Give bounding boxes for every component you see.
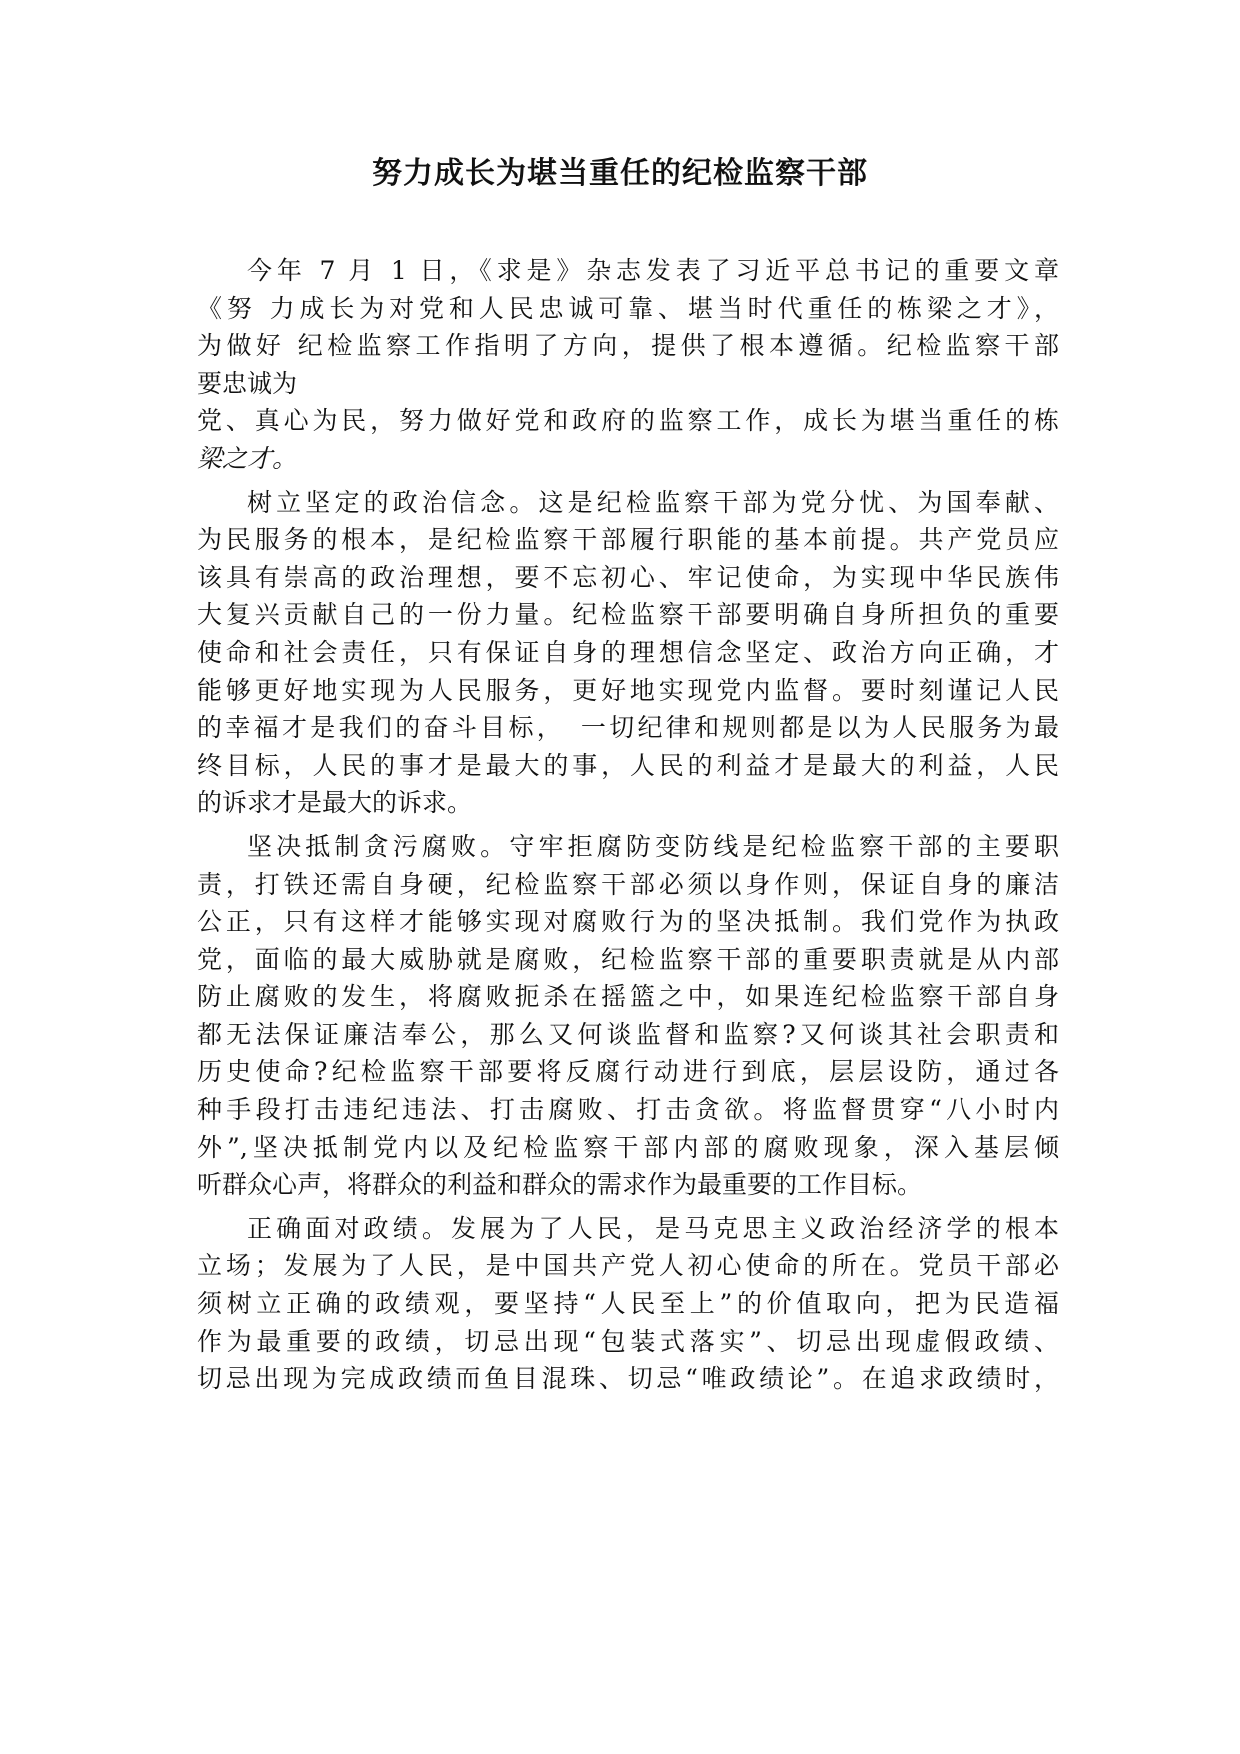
text-line: 切忌出现为完成政绩而鱼目混珠、切忌“唯政绩论”。在追求政绩时， <box>197 1364 1059 1394</box>
text-line: 今年 7 月 1 日，《求是》杂志发表了习近平总书记的重要文章 <box>247 256 1059 285</box>
text-line: 能够更好地实现为人民服务，更好地实现党内监督。要时刻谨记人民 <box>197 675 1059 705</box>
text-line: 《努 力成长为对党和人民忠诚可靠、堪当时代重任的栋梁之才》， <box>197 293 1059 323</box>
text-line: 都无法保证廉洁奉公，那么又何谈监督和监察?又何谈其社会职责和 <box>197 1019 1059 1049</box>
paragraph-anti-corruption <box>197 828 1059 1204</box>
text-line: 为民服务的根本，是纪检监察干部履行职能的基本前提。共产党员应 <box>197 525 1059 555</box>
text-line: 的诉求才是最大的诉求。 <box>197 788 473 818</box>
text-line: 立场；发展为了人民，是中国共产党人初心使命的所在。党员干部必 <box>197 1251 1059 1281</box>
text-line: 外”,坚决抵制党内以及纪检监察干部内部的腐败现象，深入基层倾 <box>197 1132 1059 1162</box>
text-line: 终目标，人民的事才是最大的事，人民的利益才是最大的利益，人民 <box>197 750 1059 780</box>
paragraph-political-belief <box>197 484 1059 822</box>
text-line: 防止腐败的发生，将腐败扼杀在摇篮之中，如果连纪检监察干部自身 <box>197 982 1059 1012</box>
document-title: 努力成长为堪当重任的纪检监察干部 <box>372 156 868 191</box>
text-line: 坚决抵制贪污腐败。守牢拒腐防变防线是纪检监察干部的主要职 <box>247 831 1059 861</box>
text-line: 责，打铁还需自身硬，纪检监察干部必须以身作则，保证自身的廉洁 <box>197 869 1059 899</box>
text-line: 正确面对政绩。发展为了人民，是马克思主义政治经济学的根本 <box>247 1213 1059 1243</box>
document-body <box>197 252 1059 1404</box>
text-line: 梁之才。 <box>197 443 298 473</box>
text-line: 使命和社会责任，只有保证自身的理想信念坚定、政治方向正确，才 <box>197 637 1059 667</box>
text-line: 党、真心为民，努力做好党和政府的监察工作，成长为堪当重任的栋 <box>197 406 1059 436</box>
text-line: 须树立正确的政绩观，要坚持“人民至上”的价值取向，把为民造福 <box>197 1289 1059 1319</box>
paragraph-intro <box>197 252 1059 478</box>
text-line: 党，面临的最大威胁就是腐败，纪检监察干部的重要职责就是从内部 <box>197 944 1059 974</box>
text-line: 的幸福才是我们的奋斗目标， 一切纪律和规则都是以为人民服务为最 <box>197 713 1059 743</box>
text-line: 种手段打击违纪违法、打击腐败、打击贪欲。将监督贯穿“八小时内 <box>197 1095 1059 1125</box>
text-line: 听群众心声，将群众的利益和群众的需求作为最重要的工作目标。 <box>197 1170 923 1200</box>
paragraph-achievements <box>197 1210 1059 1398</box>
text-line: 为做好 纪检监察工作指明了方向，提供了根本遵循。纪检监察干部 <box>197 331 1059 361</box>
text-line: 作为最重要的政绩，切忌出现“包装式落实”、切忌出现虚假政绩、 <box>197 1326 1059 1356</box>
text-line: 要忠诚为 <box>197 368 298 398</box>
text-line: 树立坚定的政治信念。这是纪检监察干部为党分忧、为国奉献、 <box>247 487 1059 517</box>
text-line: 大复兴贡献自己的一份力量。纪检监察干部要明确自身所担负的重要 <box>197 600 1059 630</box>
text-line: 历史使命?纪检监察干部要将反腐行动进行到底，层层设防，通过各 <box>197 1057 1059 1087</box>
text-line: 该具有崇高的政治理想，要不忘初心、牢记使命，为实现中华民族伟 <box>197 562 1059 592</box>
text-line: 公正，只有这样才能够实现对腐败行为的坚决抵制。我们党作为执政 <box>197 907 1059 937</box>
